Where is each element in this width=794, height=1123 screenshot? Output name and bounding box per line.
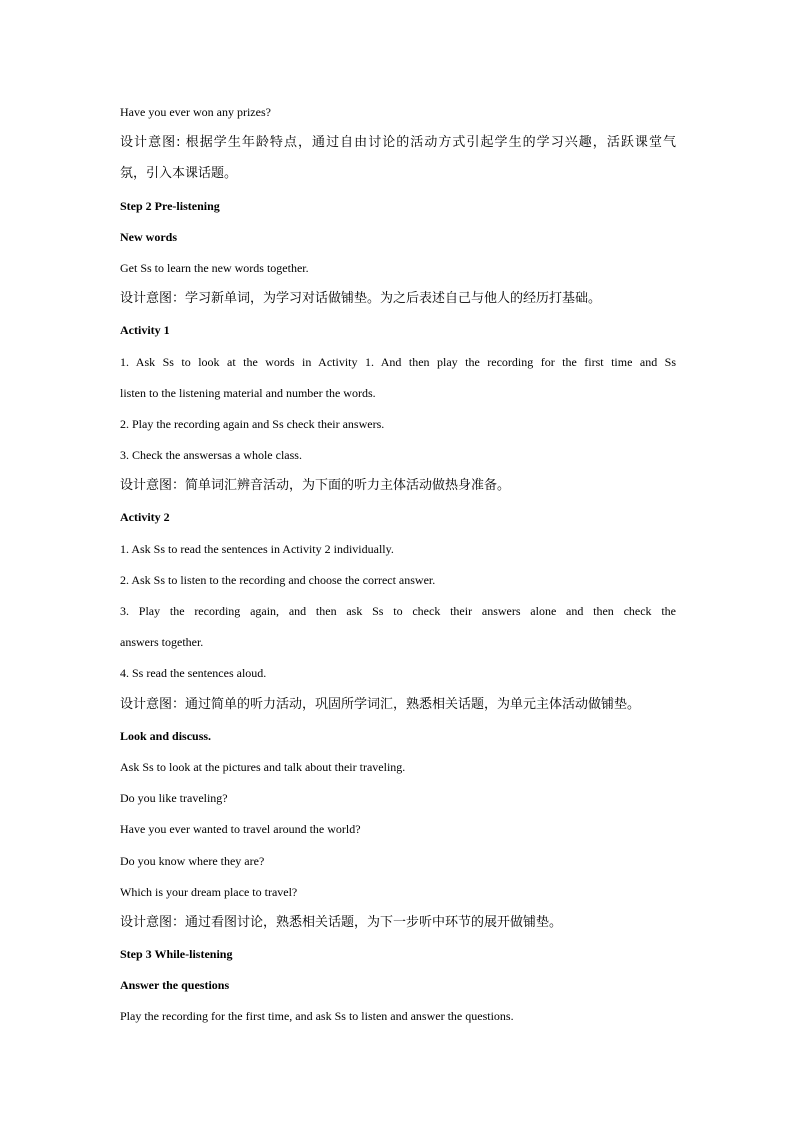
body-text-line: 1. Ask Ss to read the sentences in Activity 2 individually. (120, 541, 394, 556)
section-heading: Step 2 Pre-listening (120, 198, 220, 213)
section-heading: Activity 2 (120, 510, 170, 525)
section-heading: Activity 1 (120, 323, 170, 338)
section-heading: Answer the questions (120, 978, 230, 993)
design-intent-text: 氛，引入本课话题。 (120, 166, 238, 182)
body-text-line: Do you like traveling? (120, 791, 228, 806)
section-heading: Look and discuss. (120, 728, 212, 743)
design-intent-text: 设计意图：通过简单的听力活动，巩固所学词汇，熟悉相关话题，为单元主体活动做铺垫。 (120, 696, 641, 712)
body-text-line: Have you ever won any prizes? (120, 105, 271, 119)
body-text-line: 3. Play the recording again, and then ask Ss to check their answers alone and then check the (120, 604, 676, 618)
body-text-line: Do you know where they are? (120, 853, 265, 868)
section-heading: Step 3 While-listening (120, 947, 233, 962)
body-text-line: 3. Check the answersas a whole class. (120, 448, 302, 463)
body-text-line: listen to the listening material and number the words. (120, 385, 376, 400)
design-intent-text: 设计意图：简单词汇辨音活动，为下面的听力主体活动做热身准备。 (120, 478, 511, 494)
body-text-line: answers together. (120, 635, 204, 650)
document-body (120, 103, 676, 1039)
document-page (120, 103, 676, 1039)
body-text-line: Get Ss to learn the new words together. (120, 260, 309, 275)
design-intent-text: 设计意图：学习新单词，为学习对话做铺垫。为之后表述自己与他人的经历打基础。 (120, 291, 602, 307)
body-text-line: 2. Ask Ss to listen to the recording and choose the correct answer. (120, 572, 436, 587)
body-text-line: 2. Play the recording again and Ss check their answers. (120, 416, 385, 431)
design-intent-text: 设计意图: 根据学生年龄特点，通过自由讨论的活动方式引起学生的学习兴趣，活跃课堂气 (120, 135, 676, 151)
body-text-line: 1. Ask Ss to look at the words in Activity 1. And then play the recording for the first time and Ss (120, 354, 676, 369)
body-text-line: Ask Ss to look at the pictures and talk about their traveling. (120, 759, 406, 774)
body-text-line: Play the recording for the first time, and ask Ss to listen and answer the questions. (120, 1009, 514, 1024)
body-text-line: Which is your dream place to travel? (120, 884, 298, 899)
body-text-line: Have you ever wanted to travel around the world? (120, 822, 361, 837)
section-heading: New words (120, 229, 177, 244)
design-intent-text: 设计意图：通过看图讨论，熟悉相关话题，为下一步听中环节的展开做铺垫。 (120, 914, 563, 930)
body-text-line: 4. Ss read the sentences aloud. (120, 666, 267, 681)
